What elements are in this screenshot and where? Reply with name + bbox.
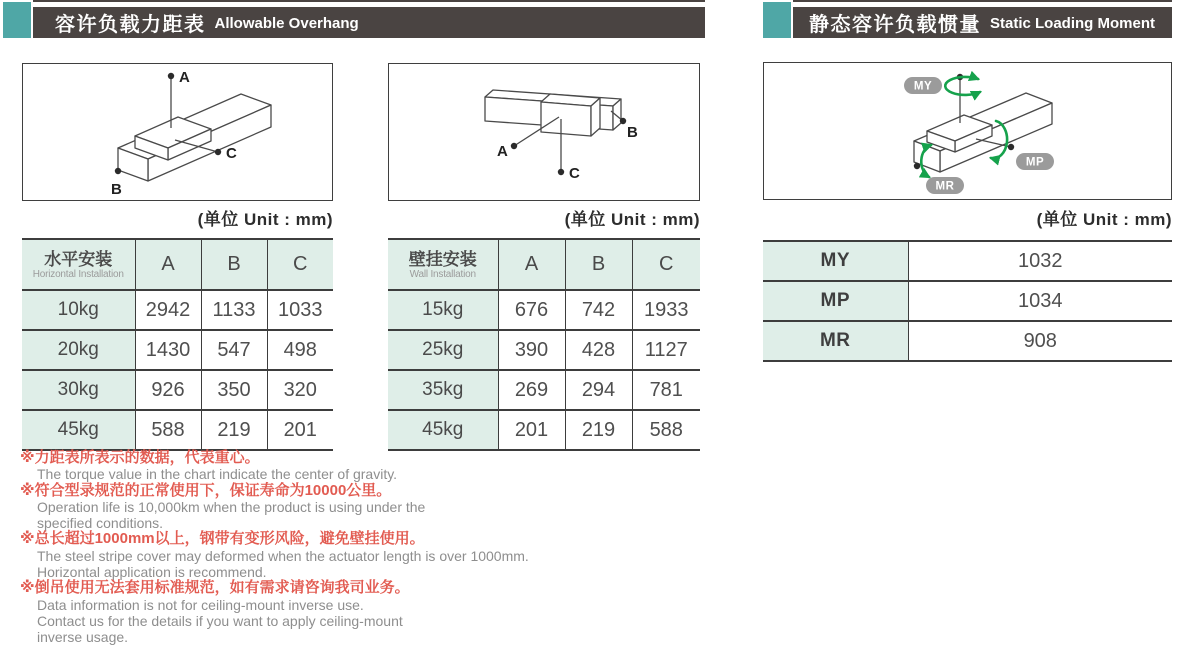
table-header-row [22, 239, 333, 290]
value-cell: 1933 [632, 290, 700, 330]
point-c-label: C [226, 145, 237, 162]
row-label: 45kg [388, 410, 498, 450]
footnote-line: ※符合型录规范的正常使用下，保证寿命为10000公里。 [20, 481, 392, 499]
table-row [22, 290, 333, 330]
table-row [22, 370, 333, 410]
table-row [388, 410, 700, 450]
value-cell: 350 [201, 370, 267, 410]
point-c-label: C [569, 165, 580, 182]
table-row [22, 410, 333, 450]
teal-accent-square [763, 2, 791, 38]
section-title-zh: 静态容许负载惯量 [809, 14, 981, 36]
section-header-allowable-overhang [3, 0, 705, 38]
table-header-row [388, 239, 700, 290]
value-cell: 781 [632, 370, 700, 410]
table-wall-installation [388, 238, 700, 451]
value-cell: 201 [267, 410, 333, 450]
footnote-line: Contact us for the details if you want to apply ceiling-mount [37, 612, 403, 629]
column-header-a: A [498, 239, 565, 290]
diagram-box-horizontal [22, 63, 333, 201]
point-b-label: B [111, 181, 122, 198]
point-a-label: A [179, 69, 190, 86]
my-rotation-arrow [945, 77, 980, 95]
value-cell: 428 [565, 330, 632, 370]
value-cell: 1133 [201, 290, 267, 330]
row-label: 45kg [22, 410, 135, 450]
column-header-c: C [632, 239, 700, 290]
unit-label: (单位 Unit : mm) [197, 210, 333, 229]
value-cell: 1430 [135, 330, 201, 370]
diagram-box-wall [388, 63, 700, 201]
value-cell: 219 [565, 410, 632, 450]
footnote-line: The steel stripe cover may deformed when the actuator length is over 1000mm. [37, 547, 529, 564]
value-cell: 676 [498, 290, 565, 330]
table-title-en: Horizontal Installation [32, 268, 124, 280]
footnote-line: ※总长超过1000mm以上，钢带有变形风险，避免壁挂使用。 [20, 530, 425, 548]
value-cell: 1034 [908, 281, 1172, 321]
table-static-loading-moment [763, 240, 1172, 362]
value-cell: 588 [135, 410, 201, 450]
value-cell: 1127 [632, 330, 700, 370]
header-top-line [793, 0, 1172, 2]
value-cell: 742 [565, 290, 632, 330]
value-cell: 588 [632, 410, 700, 450]
footnotes-block [20, 450, 529, 646]
footnote-line: Data information is not for ceiling-mount inverse use. [37, 596, 364, 613]
my-label: MY [913, 80, 933, 93]
value-cell: 1033 [267, 290, 333, 330]
horizontal-installation-diagram [23, 64, 331, 199]
value-cell: 1032 [908, 241, 1172, 281]
section-title-en: Allowable Overhang [214, 15, 359, 32]
value-cell: 390 [498, 330, 565, 370]
wall-installation-diagram [389, 64, 698, 199]
unit-label: (单位 Unit : mm) [1036, 210, 1172, 229]
table-row [388, 290, 700, 330]
header-bar [33, 7, 705, 38]
row-label: 35kg [388, 370, 498, 410]
table-title-zh: 水平安装 [44, 249, 113, 269]
table-title-en: Wall Installation [409, 268, 476, 280]
footnote-line: The torque value in the chart indicate the center of gravity. [37, 466, 398, 483]
table-title-zh: 壁挂安装 [408, 249, 477, 269]
header-bar [793, 7, 1172, 38]
row-label: 20kg [22, 330, 135, 370]
footnote-line: ※倒吊使用无法套用标准规范，如有需求请咨询我司业务。 [20, 579, 410, 597]
point-a-label: A [497, 143, 508, 160]
footnote-line: specified conditions. [37, 515, 164, 532]
value-cell: 926 [135, 370, 201, 410]
static-loading-moment-diagram [764, 63, 1170, 198]
value-cell: 498 [267, 330, 333, 370]
row-label: 25kg [388, 330, 498, 370]
point-b-label: B [627, 124, 638, 141]
column-header-b: B [201, 239, 267, 290]
slider-block [541, 94, 600, 136]
mr-label: MR [935, 180, 955, 193]
footnote-line: inverse usage. [37, 629, 129, 646]
value-cell: 269 [498, 370, 565, 410]
value-cell: 320 [267, 370, 333, 410]
table-row [388, 370, 700, 410]
table-row [763, 241, 1172, 281]
diagram-box-moment [763, 62, 1172, 200]
footnote-line: Operation life is 10,000km when the product is using under the [37, 498, 426, 515]
value-cell: 2942 [135, 290, 201, 330]
column-header-c: C [267, 239, 333, 290]
row-label: MY [763, 241, 908, 281]
footnote-line: Horizontal application is recommend. [37, 564, 267, 581]
value-cell: 219 [201, 410, 267, 450]
table-row [22, 330, 333, 370]
value-cell: 908 [908, 321, 1172, 361]
mp-label: MP [1025, 156, 1045, 169]
header-top-line [33, 0, 705, 2]
teal-accent-square [3, 2, 31, 38]
point-b [111, 168, 122, 198]
section-header-static-loading-moment [763, 0, 1172, 38]
column-header-b: B [565, 239, 632, 290]
section-title-zh: 容许负载力距表 [55, 14, 206, 36]
table-title-cell [22, 239, 135, 290]
column-header-a: A [135, 239, 201, 290]
row-label: 10kg [22, 290, 135, 330]
table-row [763, 321, 1172, 361]
row-label: 15kg [388, 290, 498, 330]
moment-my [904, 74, 980, 123]
section-title-en: Static Loading Moment [990, 15, 1155, 32]
row-label: MR [763, 321, 908, 361]
table-horizontal-installation [22, 238, 333, 451]
table-row [388, 330, 700, 370]
table-title-cell [388, 239, 498, 290]
table-row [763, 281, 1172, 321]
value-cell: 547 [201, 330, 267, 370]
row-label: 30kg [22, 370, 135, 410]
footnote-line: ※力距表所表示的数据，代表重心。 [20, 449, 260, 466]
row-label: MP [763, 281, 908, 321]
value-cell: 201 [498, 410, 565, 450]
value-cell: 294 [565, 370, 632, 410]
unit-label: (单位 Unit : mm) [564, 210, 700, 229]
